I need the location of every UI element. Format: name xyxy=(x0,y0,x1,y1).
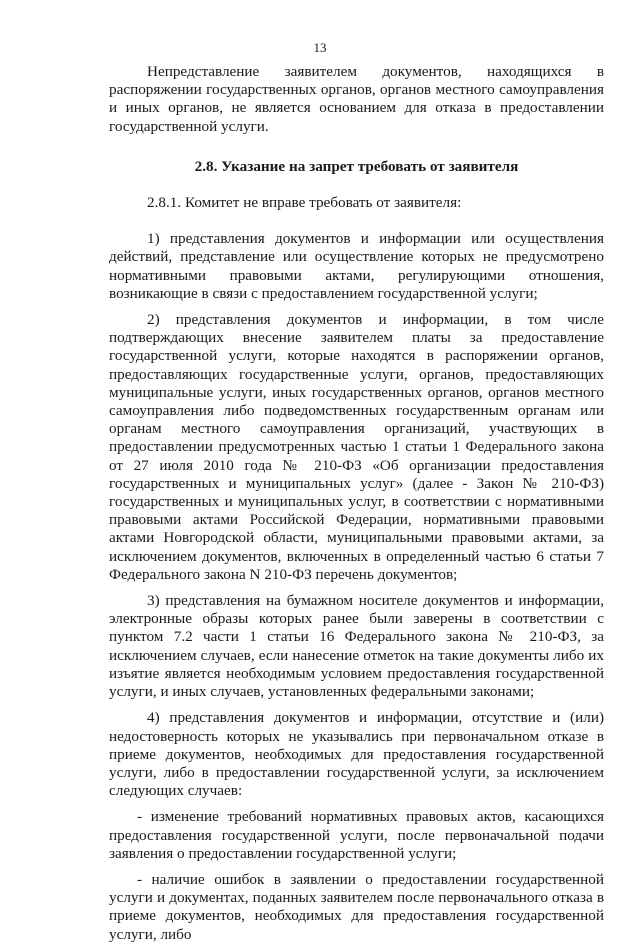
document-body xyxy=(109,63,604,944)
sub-list-item: - наличие ошибок в заявлении о предоставлении государственной услуги и документах, поданных заявителем после первоначального отказа в приеме документов, необходимых для предоставления государственной услуги, либо xyxy=(109,870,604,943)
page-number: 13 xyxy=(313,40,327,55)
paragraph-non-submission: Непредставление заявителем документов, находящихся в распоряжении государственных органов, органов местного самоуправления и иных органов, не является основанием для отказа в предоставлении государственной услуги. xyxy=(109,63,604,135)
list-item: 4) представления документов и информации, отсутствие и (или) недостоверность которых не указывались при первоначальном отказе в приеме документов, необходимых для предоставления государственной услуги, либо в предоставлении государственной услуги, за исключением следующих случаев: xyxy=(109,709,604,800)
sub-list-item: - изменение требований нормативных правовых актов, касающихся предоставления государственной услуги, после первоначальной подачи заявления о предоставлении государственной услуги; xyxy=(109,808,604,862)
section-heading: 2.8. Указание на запрет требовать от заявителя xyxy=(194,157,519,175)
list-item: 2) представления документов и информации, в том числе подтверждающих внесение заявителем платы за предоставление государственной услуги, которые находятся в распоряжении органов, предоставляющих государственные услуги, органов, предоставляющих муниципальные услуги, иных государственных органов, органов местного самоуправления либо подведомственных государственным органам или органам местного самоуправления организаций, участвующих в предоставлении предусмотренных частью 1 статьи 1 Федерального закона от 27 июля 2010 года № 210-ФЗ «Об организации предоставления государственных и муниципальных услуг» (далее - Закон № 210-ФЗ) государственных и муниципальных услуг, в соответствии с нормативными правовыми актами Российской Федерации, нормативными правовыми актами Новгородской области, муниципальными правовыми актами, за исключением документов, включенных в определенный частью 6 статьи 7 Федерального закона N 210-ФЗ перечень документов; xyxy=(109,311,604,583)
list-item: 3) представления на бумажном носителе документов и информации, электронные образы которых ранее были заверены в соответствии с пунктом 7.2 части 1 статьи 16 Федерального закона № 210-ФЗ, за исключением случаев, если нанесение отметок на такие документы либо их изъятие является необходимым условием предоставления государственной услуги, и иных случаев, установленных федеральными законами; xyxy=(109,592,604,701)
section-intro: 2.8.1. Комитет не вправе требовать от заявителя: xyxy=(147,194,462,212)
list-item: 1) представления документов и информации или осуществления действий, представление или осуществление которых не предусмотрено нормативными правовыми актами, регулирующими отношения, возникающие в связи с предоставлением государственной услуги; xyxy=(109,230,604,302)
